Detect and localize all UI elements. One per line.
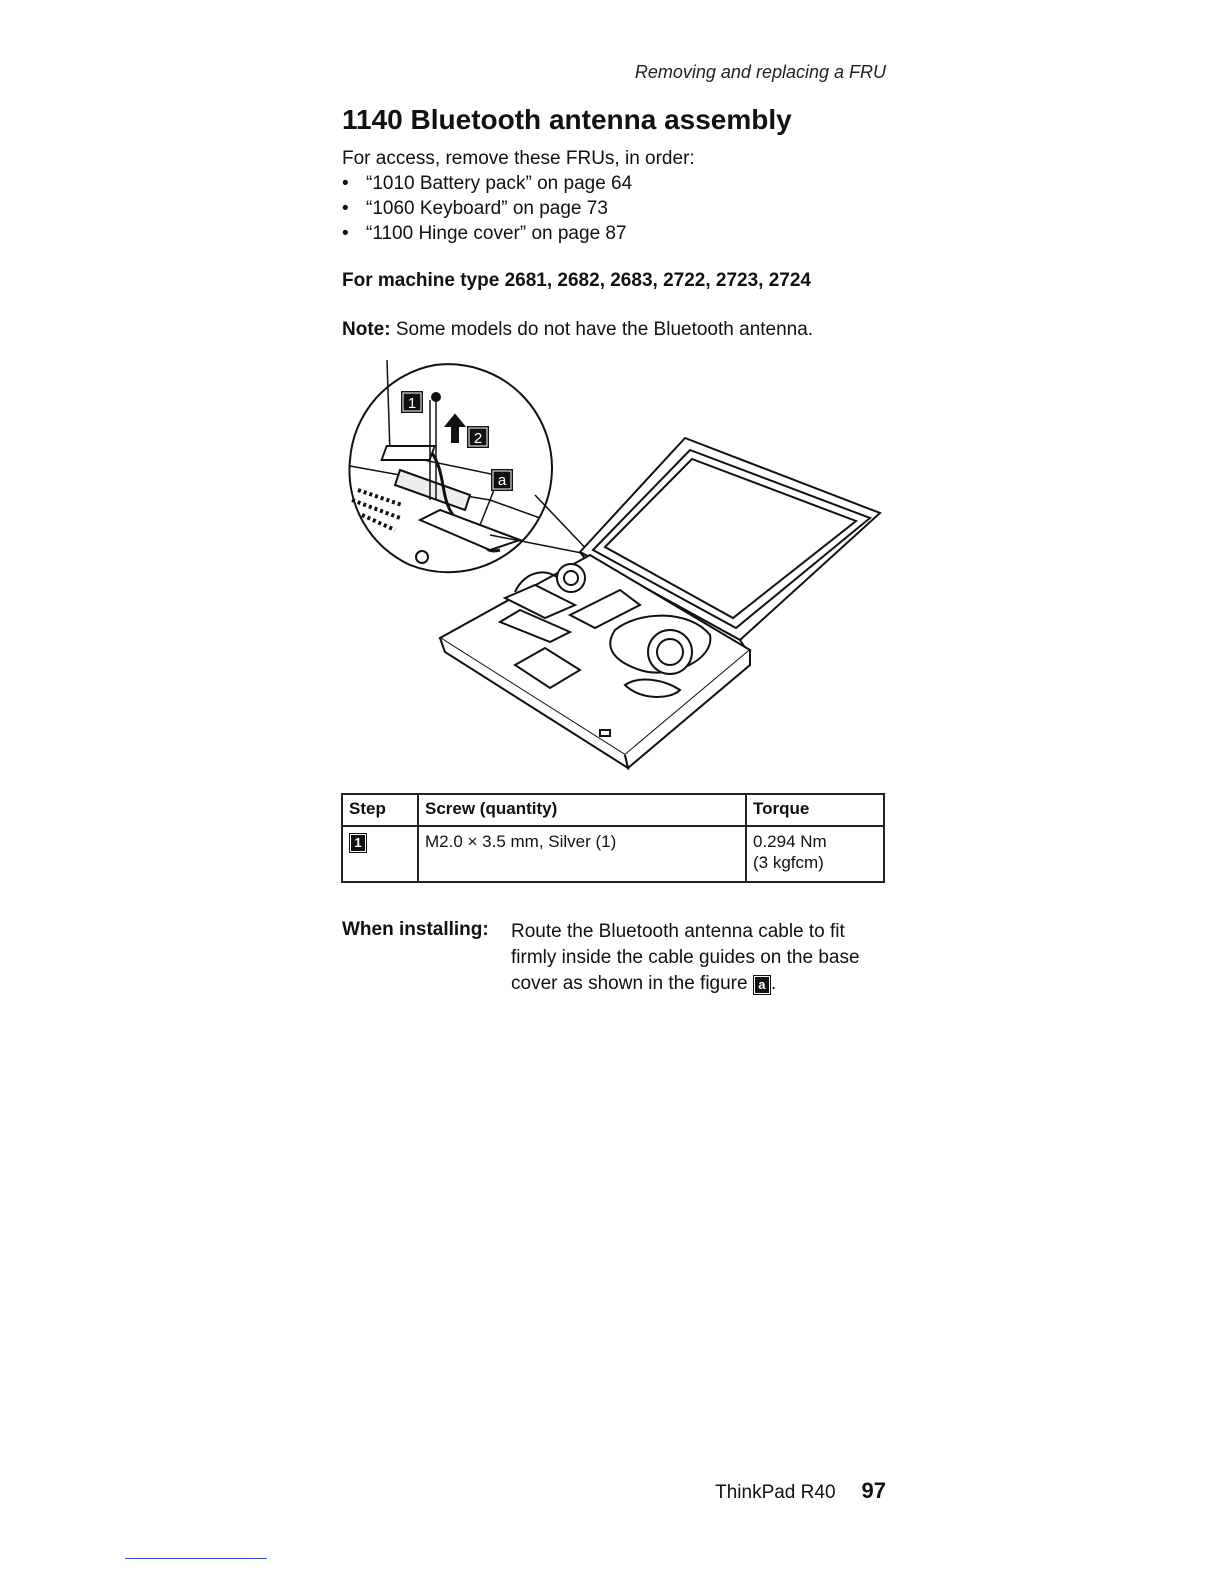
access-intro: For access, remove these FRUs, in order: <box>342 148 695 169</box>
laptop-illustration <box>340 360 885 770</box>
installing-label: When installing: <box>342 919 489 940</box>
header-screw: Screw (quantity) <box>418 794 746 826</box>
prereq-link-hinge[interactable]: “1100 Hinge cover” on page 87 <box>366 223 627 244</box>
header-torque: Torque <box>746 794 884 826</box>
callout-1: 1 <box>407 395 417 412</box>
table-row <box>342 826 884 882</box>
callout-2: 2 <box>473 430 483 447</box>
prereq-list <box>342 171 632 246</box>
note-label: Note: <box>342 319 391 340</box>
note-text: Some models do not have the Bluetooth antenna. <box>390 319 814 340</box>
footer-product: ThinkPad R40 <box>715 1482 836 1503</box>
detail-magnifier <box>349 360 552 572</box>
list-item <box>342 196 632 221</box>
installing-text <box>511 919 891 997</box>
prereq-link-keyboard[interactable]: “1060 Keyboard” on page 73 <box>366 198 608 219</box>
table-header-row <box>342 794 884 826</box>
list-item <box>342 221 632 246</box>
cell-torque <box>746 826 884 882</box>
torque-nm: 0.294 Nm <box>753 832 827 851</box>
header-step: Step <box>342 794 418 826</box>
callout-a: a <box>497 472 507 489</box>
step-callout: 1 <box>349 833 367 853</box>
list-item <box>342 171 632 196</box>
installing-body: Route the Bluetooth antenna cable to fit firmly inside the cable guides on the base cover as shown in the figure <box>511 921 860 994</box>
prereq-link-battery[interactable]: “1010 Battery pack” on page 64 <box>366 173 633 194</box>
bottom-rule <box>125 1558 267 1559</box>
page-footer <box>715 1478 886 1504</box>
screw-table <box>341 793 885 883</box>
note <box>342 319 813 341</box>
section-title: 1140 Bluetooth antenna assembly <box>342 104 792 135</box>
page-number: 97 <box>861 1478 886 1503</box>
cell-step <box>342 826 418 882</box>
bullet-icon: • <box>342 223 349 244</box>
installing-period: . <box>770 973 777 994</box>
running-header: Removing and replacing a FRU <box>634 62 886 82</box>
cell-screw: M2.0 × 3.5 mm, Silver (1) <box>418 826 746 882</box>
installing-callout: a <box>753 975 771 995</box>
machine-type-heading: For machine type 2681, 2682, 2683, 2722, 2723, 2724 <box>342 270 811 291</box>
torque-kgfcm: (3 kgfcm) <box>753 853 824 872</box>
bullet-icon: • <box>342 173 349 194</box>
bullet-icon: • <box>342 198 349 219</box>
